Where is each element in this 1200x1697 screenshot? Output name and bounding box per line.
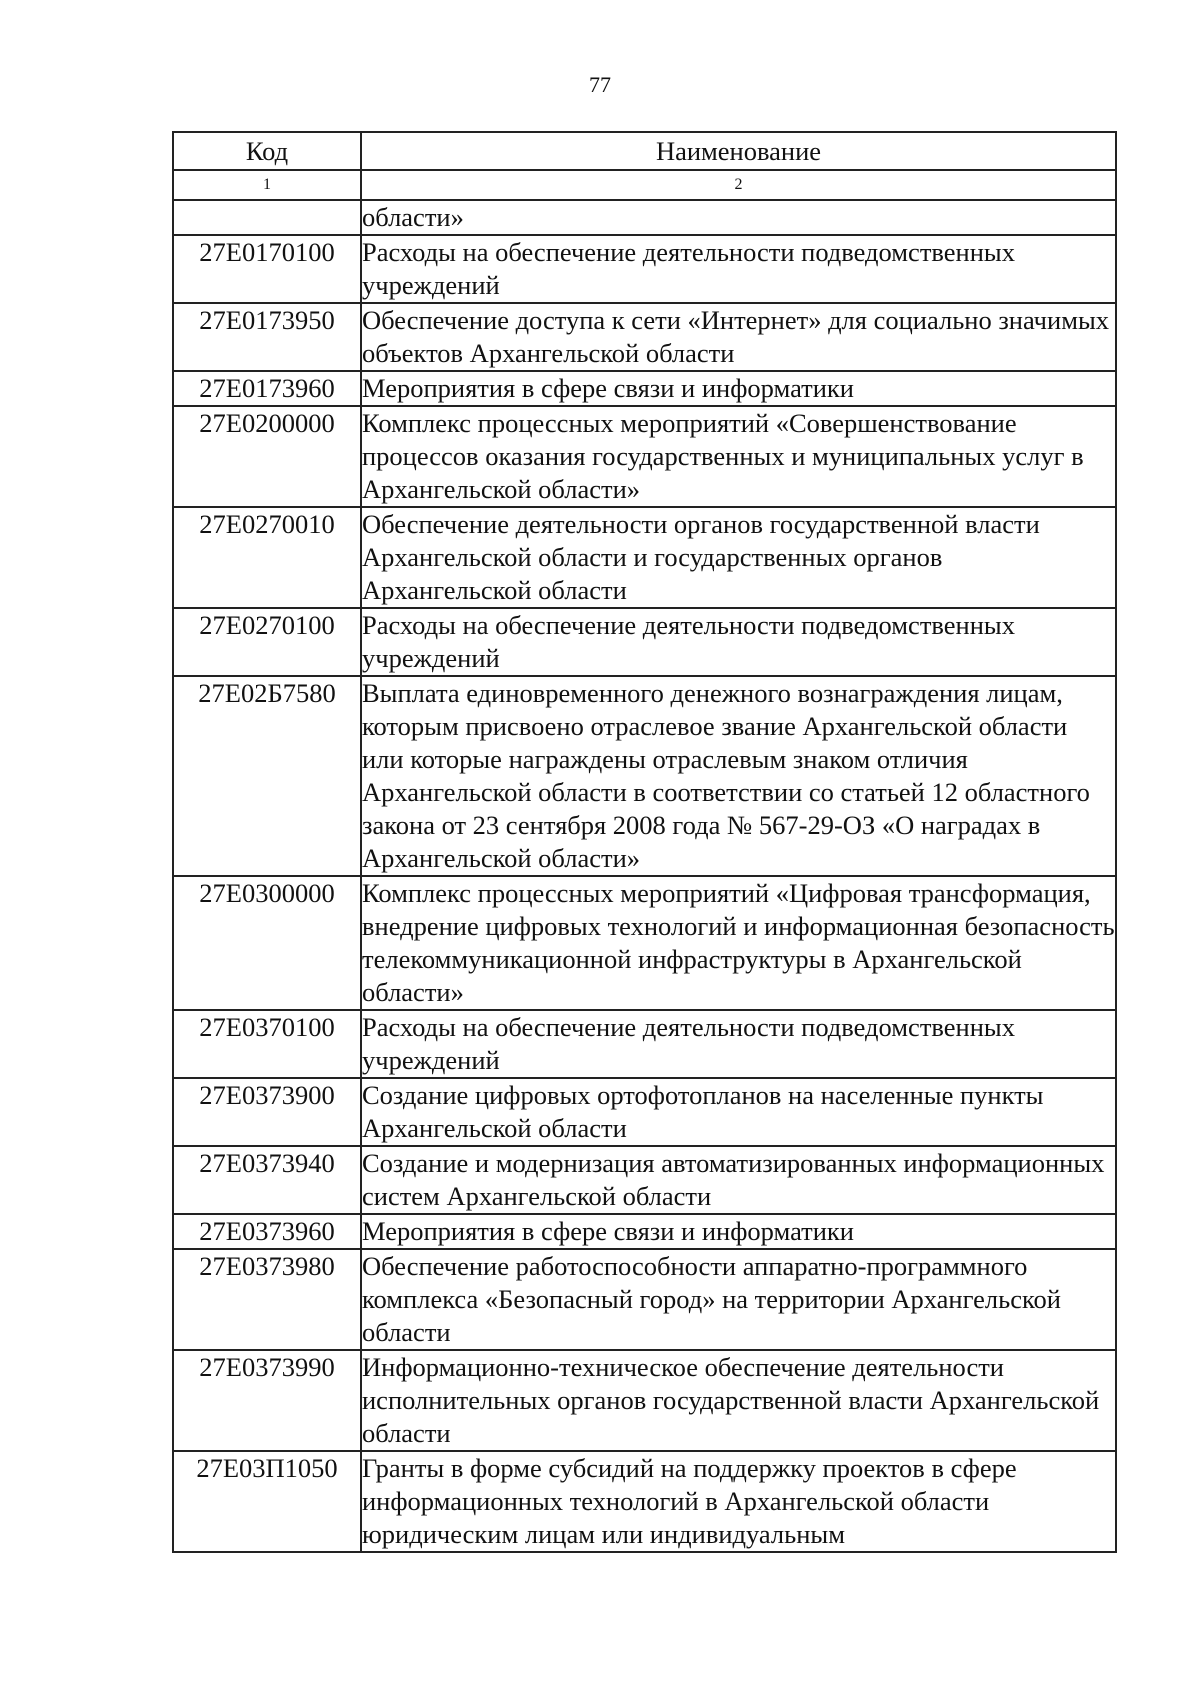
table-row (173, 303, 1116, 371)
row-code: 27Е0370100 (173, 1010, 361, 1078)
column-number-code: 1 (173, 170, 361, 200)
table-row (173, 676, 1116, 876)
table-row (173, 608, 1116, 676)
row-name: Выплата единовременного денежного вознаграждения лицам, которым присвоено отраслевое звание Архангельской области или которые награждены отраслевым знаком отличия Архангельской области в соответствии со статьей 12 областного закона от 23 сентября 2008 года № 567-29-ОЗ «О наградах в Архангельской области» (361, 676, 1116, 876)
budget-code-table (172, 131, 1117, 1553)
row-name: Расходы на обеспечение деятельности подведомственных учреждений (361, 608, 1116, 676)
table-row (173, 1350, 1116, 1451)
row-name: Обеспечение работоспособности аппаратно-программного комплекса «Безопасный город» на территории Архангельской области (361, 1249, 1116, 1350)
row-name: Обеспечение деятельности органов государственной власти Архангельской области и государственных органов Архангельской области (361, 507, 1116, 608)
row-name: Комплекс процессных мероприятий «Совершенствование процессов оказания государственных и муниципальных услуг в Архангельской области» (361, 406, 1116, 507)
column-number-row (173, 170, 1116, 200)
row-name: Информационно-техническое обеспечение деятельности исполнительных органов государственной власти Архангельской области (361, 1350, 1116, 1451)
table-row (173, 1146, 1116, 1214)
table-row (173, 1078, 1116, 1146)
row-name: области» (361, 200, 1116, 235)
table-row (173, 1214, 1116, 1249)
column-number-name: 2 (361, 170, 1116, 200)
row-name: Расходы на обеспечение деятельности подведомственных учреждений (361, 235, 1116, 303)
header-code: Код (173, 132, 361, 170)
row-code: 27Е0200000 (173, 406, 361, 507)
row-code: 27Е0173950 (173, 303, 361, 371)
row-code: 27Е0300000 (173, 876, 361, 1010)
table-row (173, 406, 1116, 507)
row-name: Мероприятия в сфере связи и информатики (361, 371, 1116, 406)
table-row (173, 1010, 1116, 1078)
table-row (173, 371, 1116, 406)
table-row (173, 1451, 1116, 1552)
table-row (173, 1249, 1116, 1350)
table-row (173, 235, 1116, 303)
row-code: 27Е0373990 (173, 1350, 361, 1451)
row-code: 27Е0170100 (173, 235, 361, 303)
row-name: Создание и модернизация автоматизированных информационных систем Архангельской области (361, 1146, 1116, 1214)
row-code: 27Е0373980 (173, 1249, 361, 1350)
row-name: Обеспечение доступа к сети «Интернет» для социально значимых объектов Архангельской области (361, 303, 1116, 371)
row-code: 27Е02Б7580 (173, 676, 361, 876)
table-row (173, 200, 1116, 235)
row-name: Создание цифровых ортофотопланов на населенные пункты Архангельской области (361, 1078, 1116, 1146)
row-code: 27Е0373900 (173, 1078, 361, 1146)
row-code: 27Е0373940 (173, 1146, 361, 1214)
row-code: 27Е0373960 (173, 1214, 361, 1249)
table-row (173, 507, 1116, 608)
row-name: Мероприятия в сфере связи и информатики (361, 1214, 1116, 1249)
row-name: Комплекс процессных мероприятий «Цифровая трансформация, внедрение цифровых технологий и информационная безопасность телекоммуникационной инфраструктуры в Архангельской области» (361, 876, 1116, 1010)
row-code: 27Е0270010 (173, 507, 361, 608)
row-name: Гранты в форме субсидий на поддержку проектов в сфере информационных технологий в Архангельской области юридическим лицам или индивидуальным (361, 1451, 1116, 1552)
row-code (173, 200, 361, 235)
table-header-row (173, 132, 1116, 170)
row-name: Расходы на обеспечение деятельности подведомственных учреждений (361, 1010, 1116, 1078)
row-code: 27Е0173960 (173, 371, 361, 406)
table-row (173, 876, 1116, 1010)
page-number: 77 (589, 72, 611, 97)
row-code: 27Е03П1050 (173, 1451, 361, 1552)
row-code: 27Е0270100 (173, 608, 361, 676)
header-name: Наименование (361, 132, 1116, 170)
